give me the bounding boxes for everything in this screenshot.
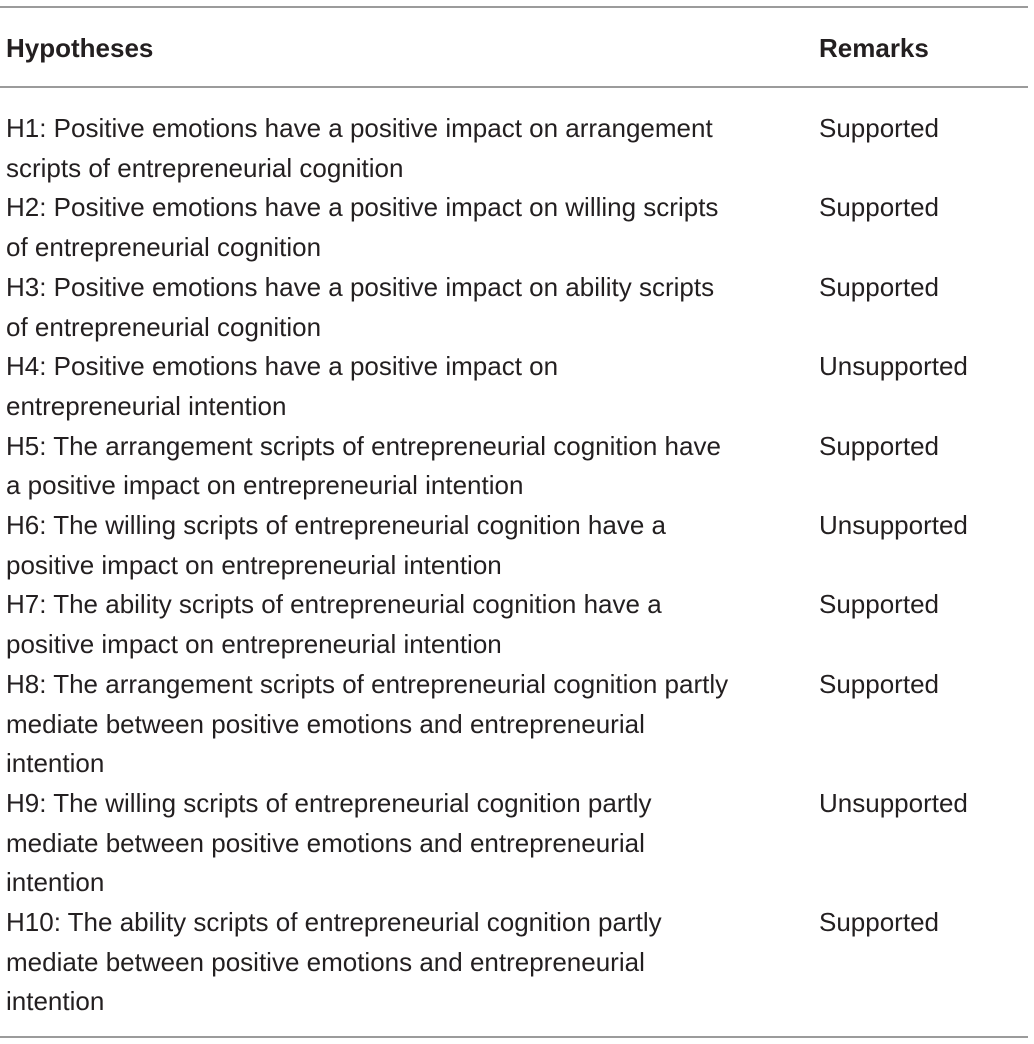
header-hypotheses: Hypotheses xyxy=(6,33,154,63)
hypothesis-line: entrepreneurial intention xyxy=(6,390,287,421)
hypothesis-cell xyxy=(6,784,796,903)
hypothesis-line: of entrepreneurial cognition xyxy=(6,311,322,342)
hypothesis-cell xyxy=(6,427,796,506)
hypothesis-cell xyxy=(6,109,796,188)
hypothesis-line: mediate between positive emotions and entrepreneurial xyxy=(6,827,645,858)
remark-cell: Supported xyxy=(819,668,939,699)
hypothesis-line: scripts of entrepreneurial cognition xyxy=(6,152,404,183)
hypothesis-line: positive impact on entrepreneurial intention xyxy=(6,549,502,580)
table-row xyxy=(0,784,1028,903)
hypothesis-cell xyxy=(6,585,796,664)
remark-cell: Supported xyxy=(819,192,939,223)
hypothesis-cell xyxy=(6,347,796,426)
remark-cell: Supported xyxy=(819,113,939,143)
table-row xyxy=(0,427,1028,506)
hypothesis-line: H3: Positive emotions have a positive impact on ability scripts xyxy=(6,271,715,302)
remark-cell: Unsupported xyxy=(819,510,968,541)
hypothesis-cell xyxy=(6,506,796,585)
table-top-rule xyxy=(0,6,1028,8)
header-remarks: Remarks xyxy=(819,33,929,63)
table-row xyxy=(0,347,1028,426)
table-header xyxy=(0,28,1028,68)
table-row xyxy=(0,665,1028,784)
table-row xyxy=(0,188,1028,267)
hypothesis-line: H10: The ability scripts of entrepreneurial cognition partly xyxy=(6,907,662,938)
hypothesis-cell xyxy=(6,268,796,347)
table-header-rule xyxy=(0,86,1028,88)
table-row xyxy=(0,268,1028,347)
table-row xyxy=(0,506,1028,585)
remark-cell: Supported xyxy=(819,271,939,302)
hypothesis-line: positive impact on entrepreneurial intention xyxy=(6,629,502,660)
hypothesis-line: H7: The ability scripts of entrepreneurial cognition have a xyxy=(6,589,662,620)
remark-cell: Unsupported xyxy=(819,351,968,382)
remark-cell: Unsupported xyxy=(819,787,968,818)
hypothesis-line: H9: The willing scripts of entrepreneurial cognition partly xyxy=(6,787,652,818)
hypothesis-line: H1: Positive emotions have a positive impact on arrangement xyxy=(6,113,713,143)
table-bottom-rule xyxy=(0,1036,1028,1038)
table-body xyxy=(0,109,1028,1022)
hypothesis-line: H8: The arrangement scripts of entrepreneurial cognition partly xyxy=(6,668,729,699)
hypothesis-cell xyxy=(6,903,796,1022)
hypothesis-line: mediate between positive emotions and entrepreneurial xyxy=(6,708,645,739)
hypothesis-cell xyxy=(6,665,796,784)
hypothesis-cell xyxy=(6,188,796,267)
table-row xyxy=(0,109,1028,188)
hypothesis-line: intention xyxy=(6,867,105,898)
remark-cell: Supported xyxy=(819,589,939,620)
hypothesis-line: H4: Positive emotions have a positive impact on xyxy=(6,351,559,382)
hypothesis-line: H6: The willing scripts of entrepreneurial cognition have a xyxy=(6,510,666,541)
hypothesis-line: intention xyxy=(6,748,105,779)
table-row xyxy=(0,585,1028,664)
hypothesis-line: mediate between positive emotions and entrepreneurial xyxy=(6,946,645,977)
hypothesis-line: of entrepreneurial cognition xyxy=(6,232,322,263)
remark-cell: Supported xyxy=(819,430,939,461)
remark-cell: Supported xyxy=(819,907,939,938)
hypothesis-line: H5: The arrangement scripts of entrepreneurial cognition have xyxy=(6,430,721,461)
hypothesis-line: H2: Positive emotions have a positive impact on willing scripts xyxy=(6,192,719,223)
hypothesis-line: intention xyxy=(6,986,105,1017)
hypothesis-line: a positive impact on entrepreneurial intention xyxy=(6,470,524,501)
table-row xyxy=(0,903,1028,1022)
